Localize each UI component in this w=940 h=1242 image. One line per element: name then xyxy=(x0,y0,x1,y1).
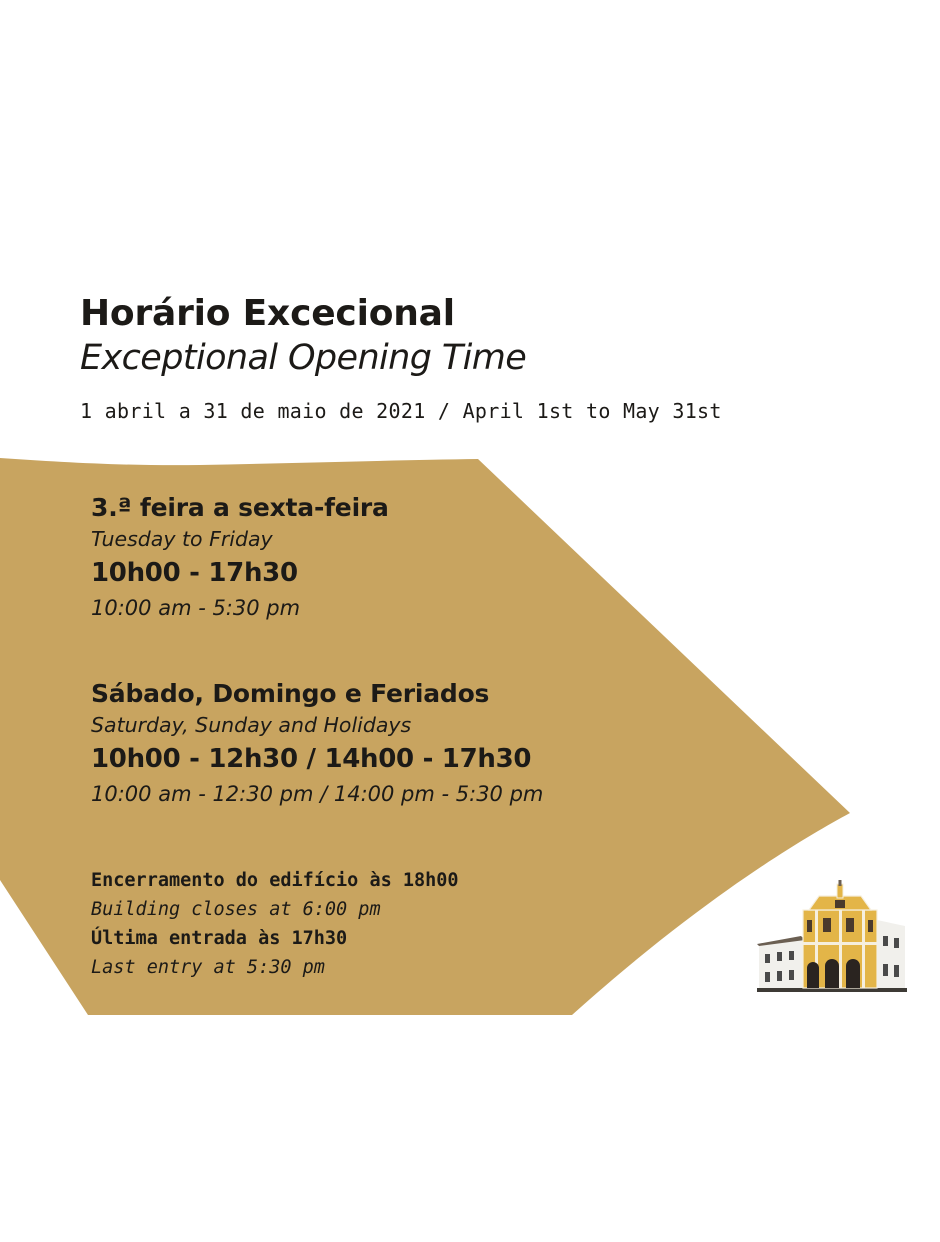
last-entry-pt: Última entrada às 17h30 xyxy=(91,928,348,949)
weekend-hours-pt: 10h00 - 12h30 / 14h00 - 17h30 xyxy=(91,744,532,774)
weekend-title-en: Saturday, Sunday and Holidays xyxy=(91,713,412,737)
page-subtitle: Exceptional Opening Time xyxy=(80,338,527,378)
weekday-hours-en: 10:00 am - 5:30 pm xyxy=(91,596,301,620)
weekday-title-pt: 3.ª feira a sexta-feira xyxy=(91,493,389,522)
page-title: Horário Excecional xyxy=(80,293,455,334)
weekend-hours-en: 10:00 am - 12:30 pm / 14:00 pm - 5:30 pm xyxy=(91,782,544,806)
building-notes xyxy=(91,866,459,982)
weekday-schedule xyxy=(91,492,389,624)
closing-time-pt: Encerramento do edifício às 18h00 xyxy=(91,870,459,891)
date-range: 1 abril a 31 de maio de 2021 / April 1st to May 31st xyxy=(80,399,722,423)
closing-time-en: Building closes at 6:00 pm xyxy=(91,899,381,920)
weekend-schedule xyxy=(91,678,543,810)
weekday-title-en: Tuesday to Friday xyxy=(91,527,273,551)
last-entry-en: Last entry at 5:30 pm xyxy=(91,957,325,978)
weekend-title-pt: Sábado, Domingo e Feriados xyxy=(91,679,490,708)
weekday-hours-pt: 10h00 - 17h30 xyxy=(91,558,298,588)
church-building-icon xyxy=(757,880,907,994)
